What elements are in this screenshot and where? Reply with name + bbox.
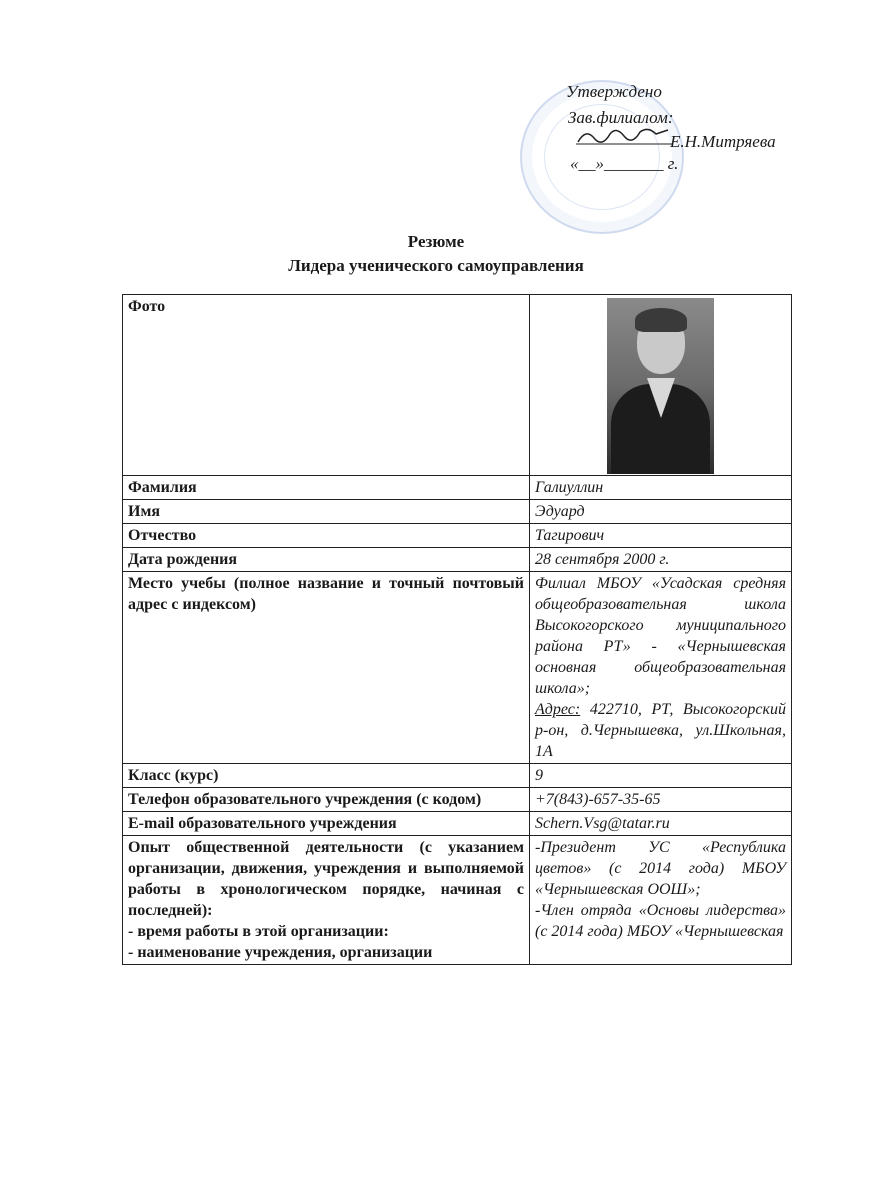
photo-label: Фото: [123, 295, 530, 476]
table-row: [123, 524, 792, 548]
table-row: [123, 764, 792, 788]
table-row: [123, 788, 792, 812]
email-value: Schern.Vsg@tatar.ru: [530, 812, 792, 836]
photo-cell: [530, 295, 792, 476]
table-row: [123, 548, 792, 572]
experience-item-1: -Президент УС «Республика цветов» (с 2014 года) МБОУ «Чернышевская ООШ»;: [535, 839, 786, 898]
experience-sub-org: - наименование учреждения, организации: [128, 944, 433, 961]
study-address: 422710, РТ, Высокогорский р-он, д.Чернышевка, ул.Школьная, 1А: [535, 701, 786, 760]
approval-position: Зав.филиалом:: [568, 108, 674, 127]
experience-value: [530, 836, 792, 965]
approval-date: «__»_______ г.: [570, 154, 679, 173]
class-label: Класс (курс): [123, 764, 530, 788]
surname-value: Галиуллин: [530, 476, 792, 500]
birth-label: Дата рождения: [123, 548, 530, 572]
approval-block: [520, 80, 820, 230]
study-label: Место учебы (полное название и точный почтовый адрес с индексом): [123, 572, 530, 764]
table-row: [123, 500, 792, 524]
name-label: Имя: [123, 500, 530, 524]
approval-name: Е.Н.Митряева: [670, 132, 776, 151]
experience-label: [123, 836, 530, 965]
surname-label: Фамилия: [123, 476, 530, 500]
study-text: Филиал МБОУ «Усадская средняя общеобразовательная школа Высокогорского муниципального района РТ» - «Чернышевская основная общеобразовательная школа»;: [535, 575, 786, 697]
approval-title: Утверждено: [566, 82, 662, 101]
experience-sub-time: - время работы в этой организации:: [128, 923, 389, 940]
phone-label: Телефон образовательного учреждения (с кодом): [123, 788, 530, 812]
table-row: [123, 812, 792, 836]
class-value: 9: [530, 764, 792, 788]
phone-value: +7(843)-657-35-65: [530, 788, 792, 812]
experience-item-2: -Член отряда «Основы лидерства» (с 2014 года) МБОУ «Чернышевская: [535, 902, 786, 940]
table-row: [123, 295, 792, 476]
experience-title: Опыт общественной деятельности (с указанием организации, движения, учреждения и выполняемой работы в хронологическом порядке, начиная с последней):: [128, 839, 524, 919]
email-label: E-mail образовательного учреждения: [123, 812, 530, 836]
table-row: [123, 476, 792, 500]
study-value: [530, 572, 792, 764]
name-value: Эдуард: [530, 500, 792, 524]
patronymic-value: Тагирович: [530, 524, 792, 548]
doc-title: Резюме: [407, 232, 465, 251]
patronymic-label: Отчество: [123, 524, 530, 548]
doc-subtitle: Лидера ученического самоуправления: [288, 256, 584, 275]
table-row: [123, 836, 792, 965]
birth-value: 28 сентября 2000 г.: [530, 548, 792, 572]
resume-table: [122, 294, 792, 965]
student-photo: [607, 298, 714, 474]
study-address-label: Адрес:: [535, 701, 581, 718]
table-row: [123, 572, 792, 764]
signature: [576, 124, 672, 146]
